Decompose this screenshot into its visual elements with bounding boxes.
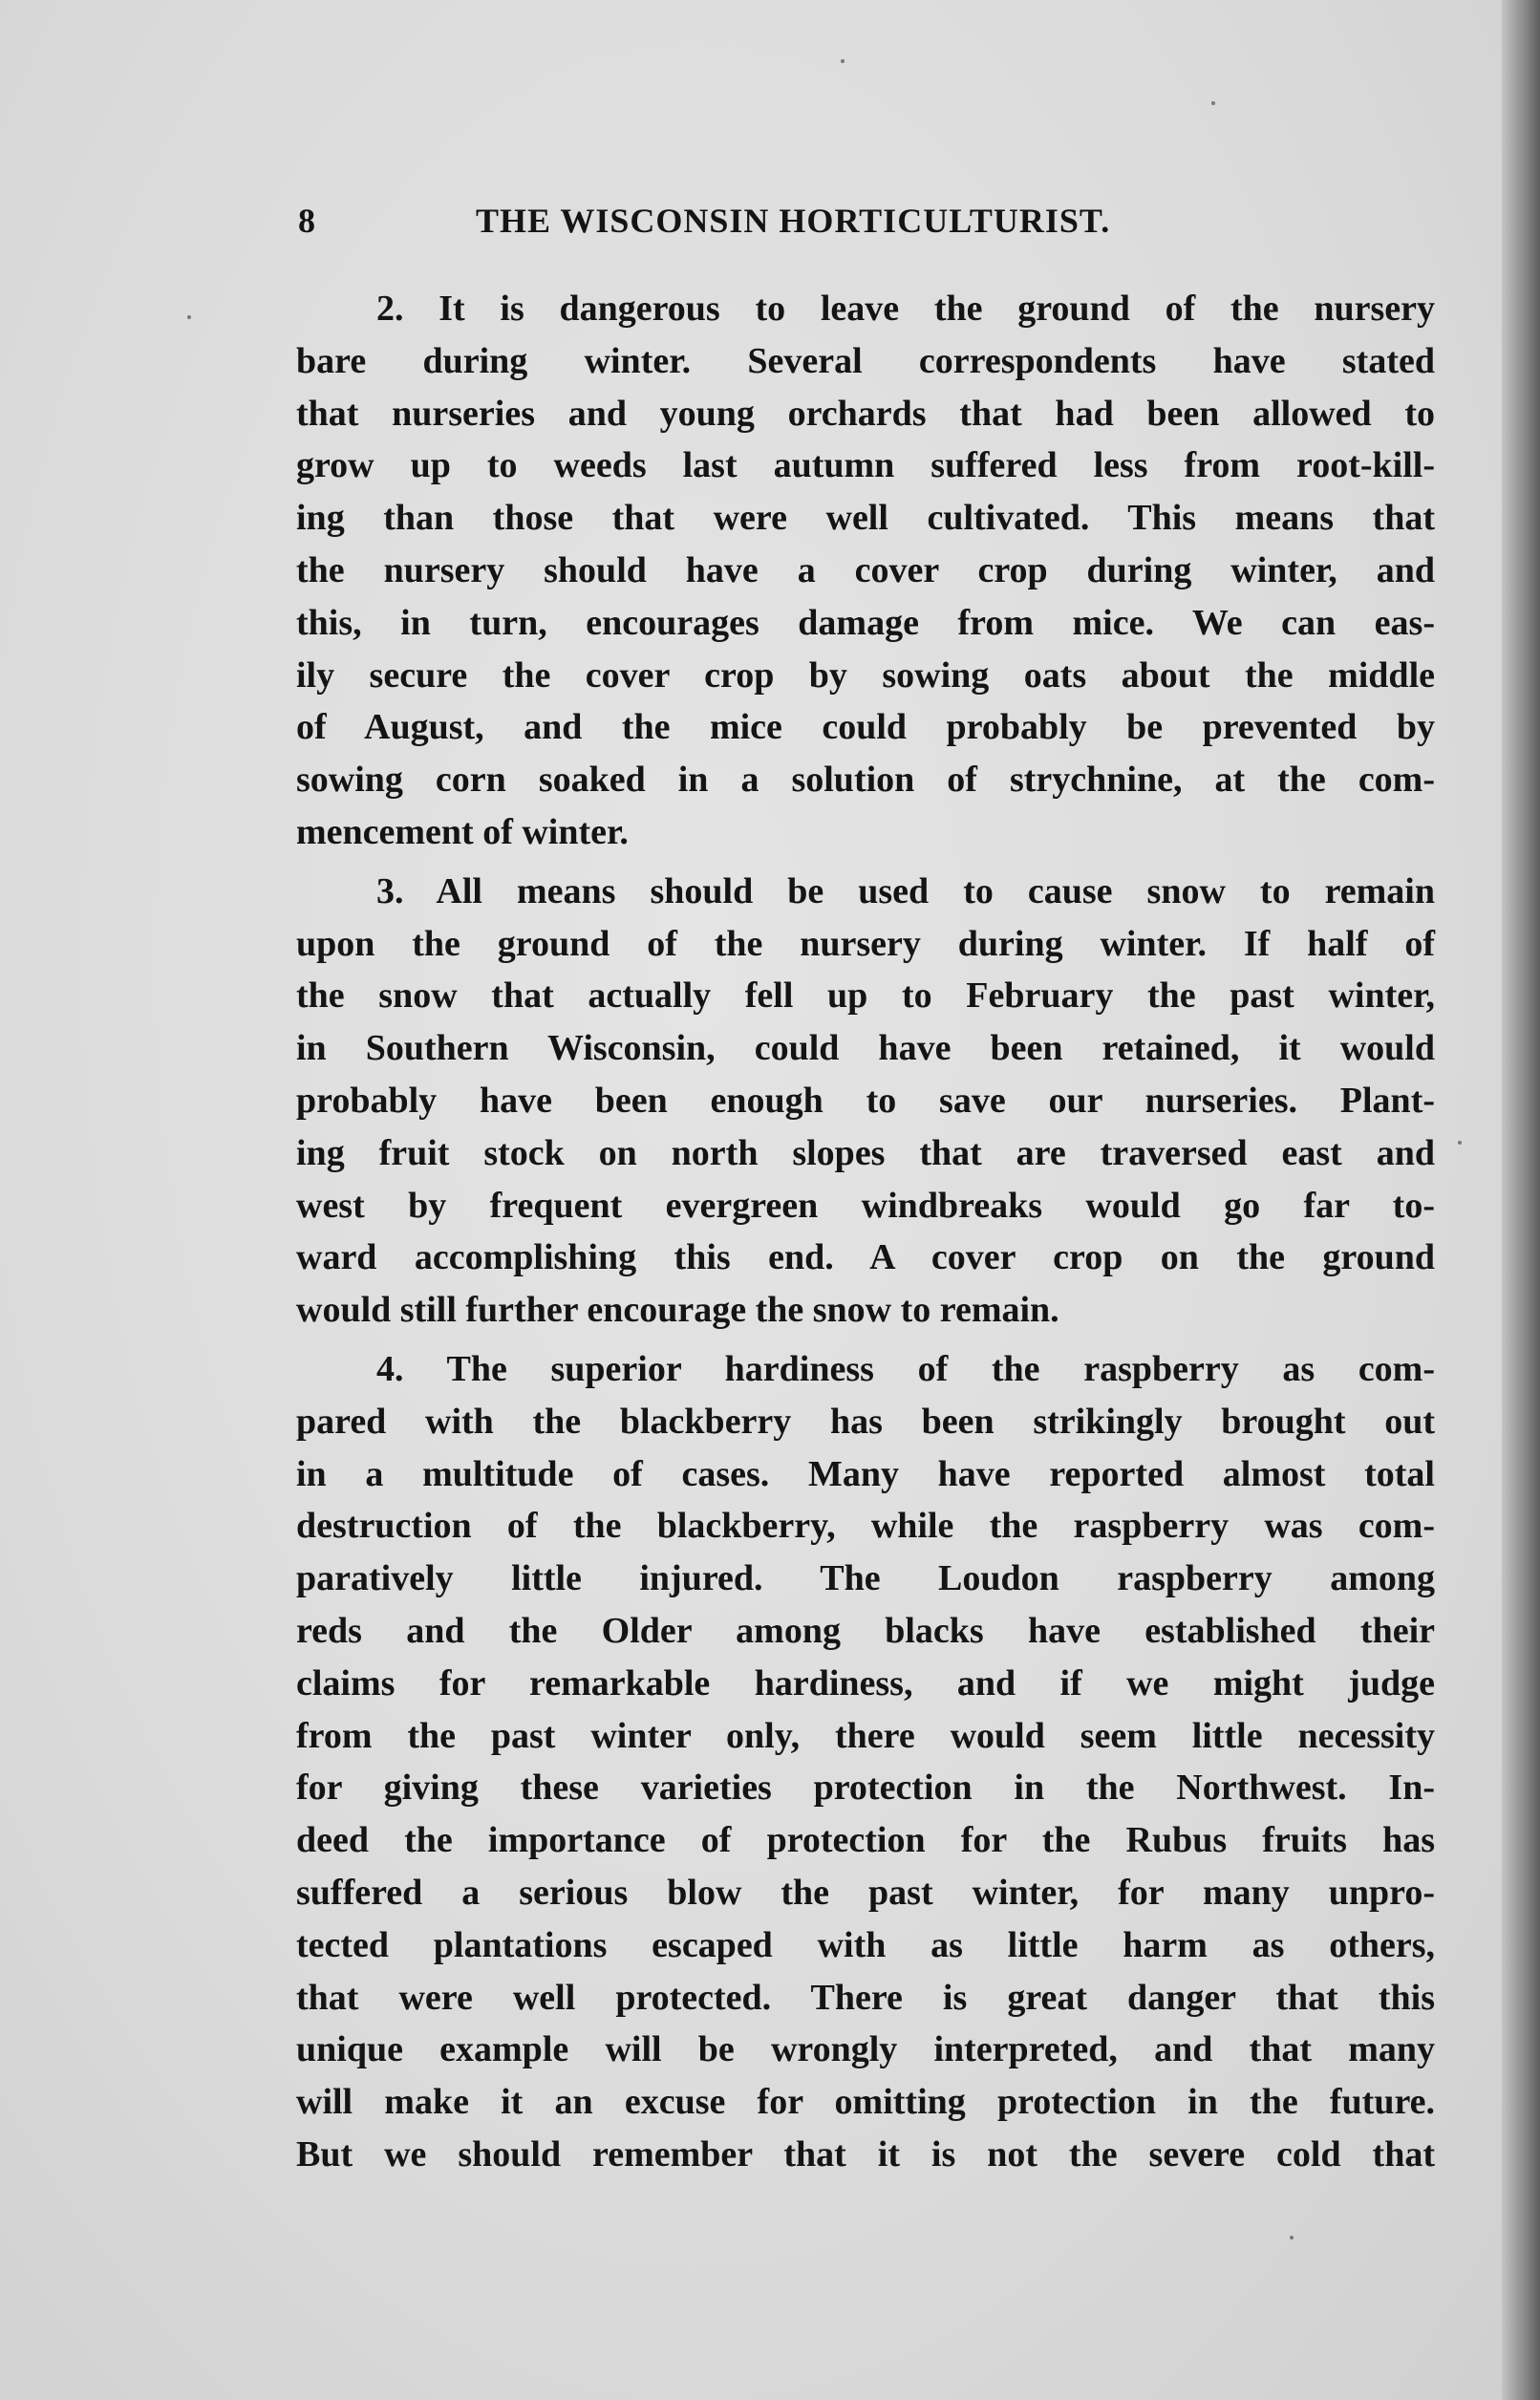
text-line: 4. The superior hardiness of the raspberry as com- [376,1348,1435,1389]
text-line: deed the importance of protection for the Rubus fruits has [296,1820,1435,1861]
text-line: in Southern Wisconsin, could have been retained, it would [296,1028,1435,1069]
text-line: pared with the blackberry has been strikingly brought out [296,1401,1435,1442]
text-line: this, in turn, encourages damage from mice. We can eas- [296,602,1435,643]
paragraph-4 [296,1343,1435,2181]
text-line: claims for remarkable hardiness, and if we might judge [296,1662,1435,1704]
text-line: west by frequent evergreen windbreaks would go far to- [296,1185,1435,1226]
paper-speck [187,315,191,319]
text-line: reds and the Older among blacks have established their [296,1610,1435,1651]
text-line: mencement of winter. [296,811,629,852]
paper-speck [841,59,845,63]
paragraph-3 [296,866,1435,1337]
text-line: paratively little injured. The Loudon raspberry among [296,1558,1435,1599]
text-line: in a multitude of cases. Many have reported almost total [296,1453,1435,1494]
text-line: that were well protected. There is great danger that this [296,1977,1435,2018]
paragraph-2 [296,283,1435,859]
text-line: will make it an excuse for omitting protection in the future. [296,2082,1435,2123]
text-line: 2. It is dangerous to leave the ground of the nursery [376,289,1435,329]
page-edge-shadow [1502,0,1540,2400]
text-line: sowing corn soaked in a solution of strychnine, at the com- [296,760,1435,801]
text-line: ily secure the cover crop by sowing oats about the middle [296,654,1435,696]
text-line: the snow that actually fell up to February the past winter, [296,975,1435,1017]
text-line: unique example will be wrongly interpreted, and that many [296,2029,1435,2070]
page-number: 8 [298,202,315,240]
paper-speck [1211,101,1215,105]
text-line: ing fruit stock on north slopes that are traversed east and [296,1132,1435,1173]
text-line: of August, and the mice could probably be prevented by [296,707,1435,748]
text-line: destruction of the blackberry, while the raspberry was com- [296,1506,1435,1547]
text-line: that nurseries and young orchards that had been allowed to [296,393,1435,434]
text-line: grow up to weeds last autumn suffered less from root-kill- [296,445,1435,486]
text-line: would still further encourage the snow to remain. [296,1290,1059,1331]
paper-speck [1458,1141,1462,1145]
text-line: from the past winter only, there would seem little necessity [296,1715,1435,1756]
paper-speck [1290,2236,1294,2239]
body-text [296,283,1435,2181]
text-line: ing than those that were well cultivated. This means that [296,498,1435,539]
text-line: for giving these varieties protection in the Northwest. In- [296,1768,1435,1809]
text-line: suffered a serious blow the past winter, for many unpro- [296,1872,1435,1913]
text-line: 3. All means should be used to cause snow to remain [376,870,1435,911]
text-line: the nursery should have a cover crop during winter, and [296,549,1435,590]
text-line: tected plantations escaped with as little harm as others, [296,1924,1435,1965]
page-header [298,197,1253,245]
text-line: probably have been enough to save our nurseries. Plant- [296,1080,1435,1121]
text-line: upon the ground of the nursery during winter. If half of [296,923,1435,964]
text-line: But we should remember that it is not the severe cold that [296,2133,1435,2175]
running-title: THE WISCONSIN HORTICULTURIST. [476,202,1111,240]
text-line: ward accomplishing this end. A cover crop on the ground [296,1237,1435,1278]
text-line: bare during winter. Several correspondents have stated [296,340,1435,381]
